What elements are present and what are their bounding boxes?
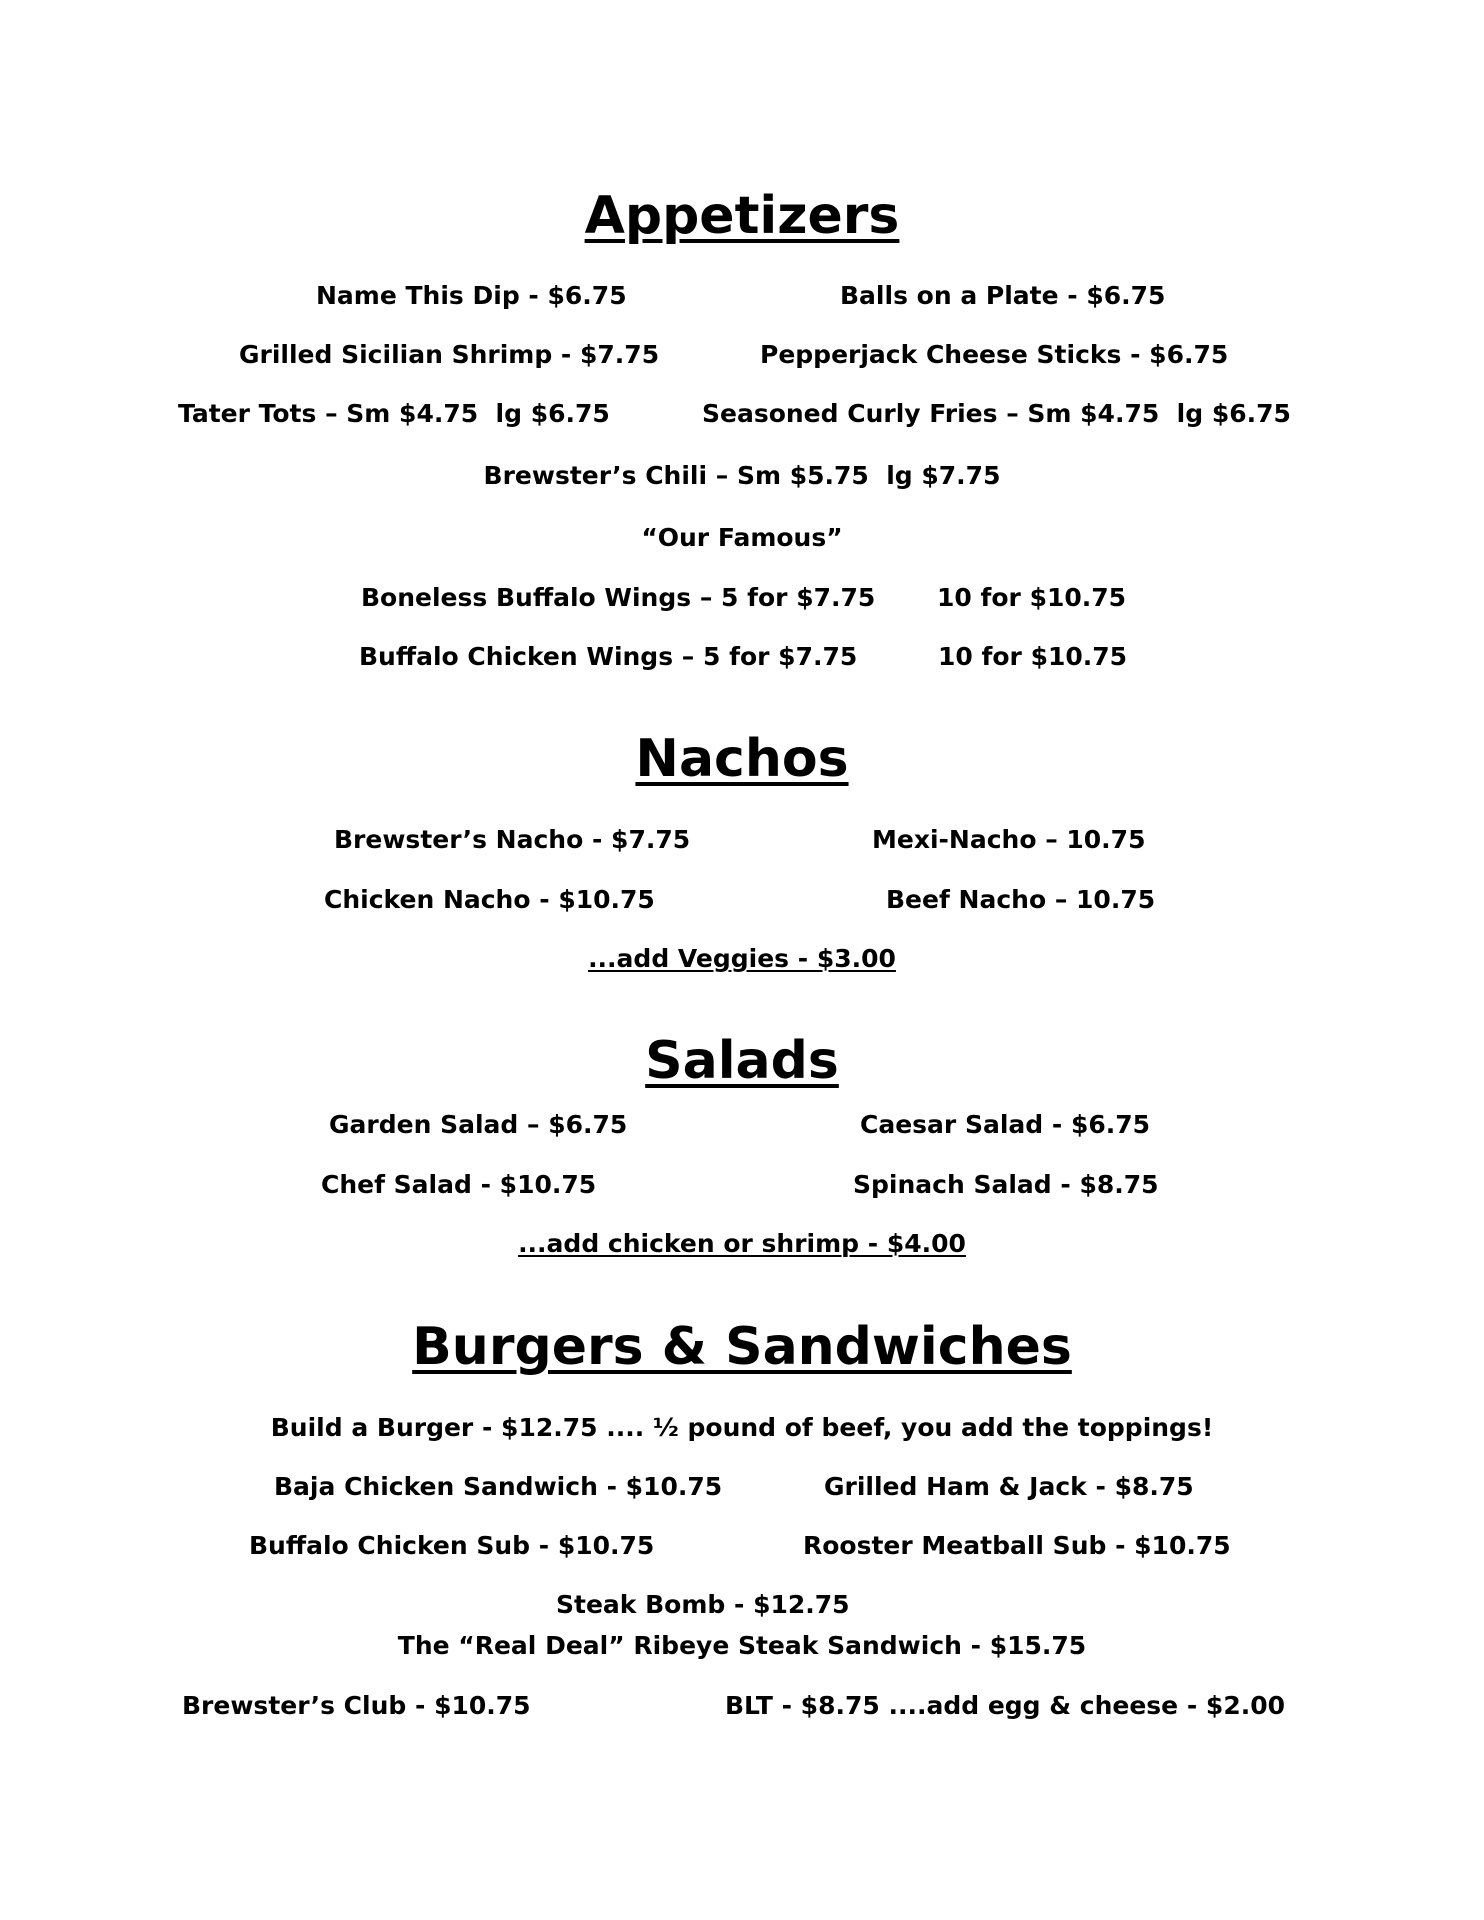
menu-item-chicken-wings: Buffalo Chicken Wings – 5 for $7.75 [359,642,858,671]
menu-item-tater-tots: Tater Tots – Sm $4.75 lg $6.75 [178,399,610,428]
add-veggies-note: ...add Veggies - $3.00 [588,944,896,973]
add-protein-note: ...add chicken or shrimp - $4.00 [518,1229,966,1258]
burgers-heading: Burgers & Sandwiches [412,1317,1072,1377]
menu-item-chef-salad: Chef Salad - $10.75 [321,1170,597,1199]
menu-item-beef-nacho: Beef Nacho – 10.75 [886,885,1156,914]
menu-item-spinach-salad: Spinach Salad - $8.75 [853,1170,1159,1199]
menu-item-sicilian-shrimp: Grilled Sicilian Shrimp - $7.75 [239,340,660,369]
menu-item-mexi-nacho: Mexi-Nacho – 10.75 [872,825,1146,854]
menu-item-blt: BLT - $8.75 ....add egg & cheese - $2.00 [725,1691,1285,1720]
menu-item-brewsters-nacho: Brewster’s Nacho - $7.75 [334,825,691,854]
menu-item-buffalo-sub: Buffalo Chicken Sub - $10.75 [249,1531,655,1560]
salads-heading: Salads [645,1031,839,1091]
menu-item-build-a-burger: Build a Burger - $12.75 .... ½ pound of beef, you add the toppings! [270,1413,1214,1442]
menu-item-pepperjack-sticks: Pepperjack Cheese Sticks - $6.75 [760,340,1229,369]
menu-item-baja-chicken: Baja Chicken Sandwich - $10.75 [274,1472,723,1501]
menu-item-boneless-wings: Boneless Buffalo Wings – 5 for $7.75 [361,583,876,612]
menu-item-garden-salad: Garden Salad – $6.75 [329,1110,628,1139]
menu-item-steak-bomb: Steak Bomb - $12.75 [556,1590,850,1619]
menu-item-name-this-dip: Name This Dip - $6.75 [316,281,627,310]
menu-item-ribeye: The “Real Deal” Ribeye Steak Sandwich - $15.75 [397,1631,1087,1660]
appetizers-heading: Appetizers [584,186,900,246]
menu-item-chicken-wings-10: 10 for $10.75 [938,642,1128,671]
menu-item-chili: Brewster’s Chili – Sm $5.75 lg $7.75 [483,461,1001,490]
menu-item-caesar-salad: Caesar Salad - $6.75 [860,1110,1151,1139]
nachos-heading: Nachos [635,729,849,789]
our-famous-label: “Our Famous” [641,523,843,552]
menu-item-curly-fries: Seasoned Curly Fries – Sm $4.75 lg $6.75 [702,399,1291,428]
menu-item-balls-on-a-plate: Balls on a Plate - $6.75 [840,281,1166,310]
menu-item-chicken-nacho: Chicken Nacho - $10.75 [324,885,655,914]
menu-item-boneless-wings-10: 10 for $10.75 [937,583,1127,612]
menu-item-brewsters-club: Brewster’s Club - $10.75 [182,1691,531,1720]
menu-item-ham-jack: Grilled Ham & Jack - $8.75 [824,1472,1194,1501]
menu-item-meatball-sub: Rooster Meatball Sub - $10.75 [803,1531,1231,1560]
